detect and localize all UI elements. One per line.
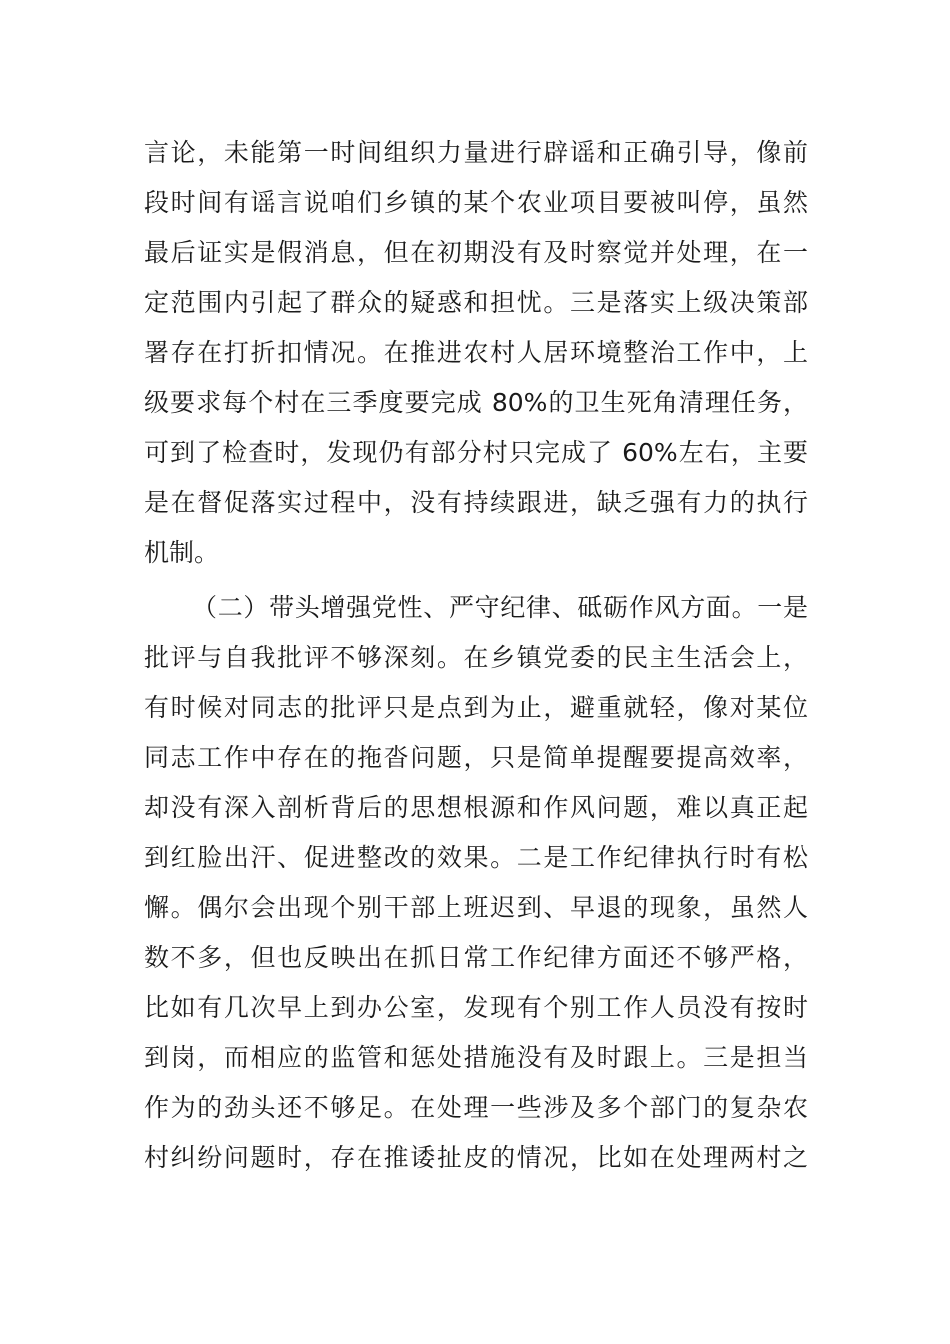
paragraph-2 bbox=[144, 583, 808, 1183]
document-body bbox=[144, 128, 808, 1183]
text-line: 机制。 bbox=[144, 538, 220, 567]
text-line: 批评与自我批评不够深刻。在乡镇党委的民主生活会上， bbox=[144, 643, 808, 672]
text-line: 作为的劲头还不够足。在处理一些涉及多个部门的复杂农 bbox=[144, 1093, 808, 1122]
text-line: 是在督促落实过程中，没有持续跟进，缺乏强有力的执行 bbox=[144, 488, 808, 517]
text-line: 定范围内引起了群众的疑惑和担忧。三是落实上级决策部 bbox=[144, 288, 808, 317]
text-line: 到岗，而相应的监管和惩处措施没有及时跟上。三是担当 bbox=[144, 1043, 808, 1072]
text-line: 言论，未能第一时间组织力量进行辟谣和正确引导，像前 bbox=[144, 138, 808, 167]
text-line: 署存在打折扣情况。在推进农村人居环境整治工作中，上 bbox=[144, 338, 808, 367]
text-line: 级要求每个村在三季度要完成 80%的卫生死角清理任务， bbox=[144, 388, 808, 417]
text-line: 比如有几次早上到办公室，发现有个别工作人员没有按时 bbox=[144, 993, 808, 1022]
text-line: 懈。偶尔会出现个别干部上班迟到、早退的现象，虽然人 bbox=[144, 893, 808, 922]
section-heading-line: （二）带头增强党性、严守纪律、砥砺作风方面。一是 bbox=[192, 593, 808, 622]
text-line: 可到了检查时，发现仍有部分村只完成了 60%左右，主要 bbox=[144, 438, 808, 467]
text-line: 同志工作中存在的拖沓问题，只是简单提醒要提高效率， bbox=[144, 743, 808, 772]
paragraph-1 bbox=[144, 128, 808, 578]
text-line: 段时间有谣言说咱们乡镇的某个农业项目要被叫停，虽然 bbox=[144, 188, 808, 217]
text-line: 却没有深入剖析背后的思想根源和作风问题，难以真正起 bbox=[144, 793, 808, 822]
text-line: 有时候对同志的批评只是点到为止，避重就轻，像对某位 bbox=[144, 693, 808, 722]
text-line: 到红脸出汗、促进整改的效果。二是工作纪律执行时有松 bbox=[144, 843, 808, 872]
text-line: 村纠纷问题时，存在推诿扯皮的情况，比如在处理两村之 bbox=[144, 1143, 808, 1172]
text-line: 最后证实是假消息，但在初期没有及时察觉并处理，在一 bbox=[144, 238, 808, 267]
text-line: 数不多，但也反映出在抓日常工作纪律方面还不够严格， bbox=[144, 943, 808, 972]
